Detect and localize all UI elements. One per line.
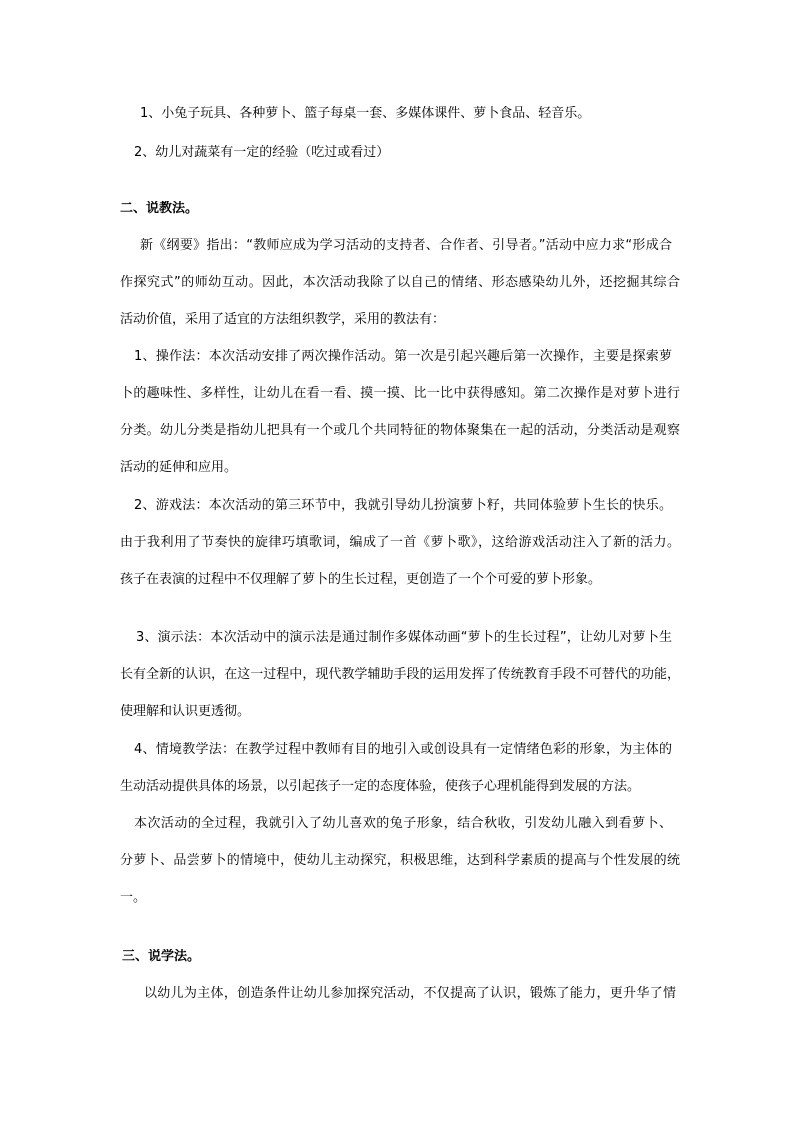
method-1-line-4: 活动的延伸和应用。: [120, 460, 238, 475]
materials-item-2: 2、幼儿对蔬菜有一定的经验（吃过或看过）: [134, 145, 390, 160]
method-4-line-1: 4、情境教学法：在教学过程中教师有目的地引入或创设具有一定情绪色彩的形象，为主体的: [134, 742, 672, 757]
method-2-line-3: 孩子在表演的过程中不仅理解了萝卜的生长过程，更创造了一个个可爱的萝卜形象。: [120, 572, 602, 587]
summary-line-2: 分萝卜、品尝萝卜的情境中，使幼儿主动探究，积极思维，达到科学素质的提高与个性发展的统: [120, 853, 680, 868]
section-2-intro-line-3: 活动价值，采用了适宜的方法组织教学，采用的教法有：: [120, 312, 446, 327]
method-1-line-3: 分类。幼儿分类是指幼儿把具有一个或几个共同特征的物体聚集在一起的活动，分类活动是观察: [120, 423, 680, 438]
method-1-line-2: 卜的趣味性、多样性，让幼儿在看一看、摸一摸、比一比中获得感知。第二次操作是对萝卜进行: [120, 386, 680, 401]
materials-item-1: 1、小兔子玩具、各种萝卜、篮子每桌一套、多媒体课件、萝卜食品、轻音乐。: [140, 106, 591, 121]
method-4-line-2: 生动活动提供具体的场景，以引起孩子一定的态度体验，使孩子心理机能得到发展的方法。: [120, 779, 641, 794]
section-3-intro-line-1: 以幼儿为主体，创造条件让幼儿参加探究活动，不仅提高了认识，锻炼了能力，更升华了情: [144, 986, 676, 1001]
method-3-line-2: 长有全新的认识，在这一过程中，现代教学辅助手段的运用发挥了传统教育手段不可替代的功能，: [120, 667, 680, 682]
method-2-line-2: 由于我利用了节奏快的旋律巧填歌词，编成了一首《萝卜歌》，这给游戏活动注入了新的活力。: [120, 535, 680, 550]
summary-line-1: 本次活动的全过程，我就引入了幼儿喜欢的兔子形象，结合秋收，引发幼儿融入到看萝卜、: [134, 816, 672, 831]
section-2-intro-line-1: 新《纲要》指出：“教师应成为学习活动的支持者、合作者、引导者。”活动中应力求“形成合: [140, 238, 672, 253]
method-3-line-1: 3、演示法：本次活动中的演示法是通过制作多媒体动画“萝卜的生长过程”，让幼儿对萝卜生: [136, 630, 672, 645]
section-2-heading: 二、说教法。: [120, 201, 199, 216]
method-3-line-3: 使理解和认识更透彻。: [120, 704, 251, 719]
summary-line-3: 一。: [120, 890, 147, 905]
method-1-line-1: 1、操作法：本次活动安排了两次操作活动。第一次是引起兴趣后第一次操作，主要是探索萝: [134, 349, 672, 364]
method-2-line-1: 2、游戏法：本次活动的第三环节中，我就引导幼儿扮演萝卜籽，共同体验萝卜生长的快乐。: [134, 498, 672, 513]
section-2-intro-line-2: 作探究式”的师幼互动。因此，本次活动我除了以自己的情绪、形态感染幼儿外，还挖掘其综合: [120, 275, 680, 290]
section-3-heading: 三、说学法。: [122, 949, 201, 964]
